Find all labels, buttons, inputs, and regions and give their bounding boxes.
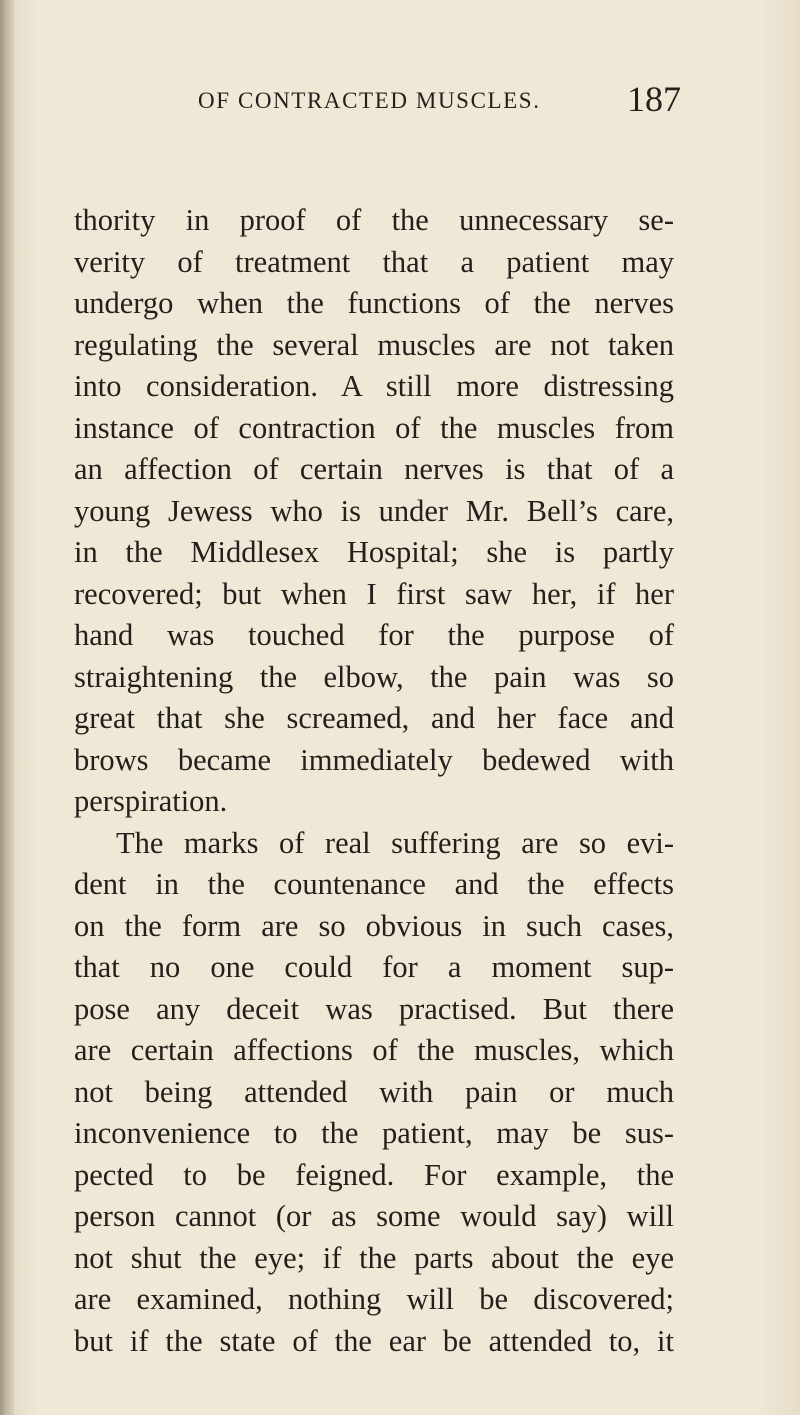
text-line: but if the state of the ear be attended to, it: [74, 1323, 674, 1358]
text-line: pose any deceit was practised. But there: [74, 991, 674, 1026]
text-line: an affection of certain nerves is that of a: [74, 452, 674, 486]
text-line: not being attended with pain or much: [74, 1074, 674, 1109]
text-line: undergo when the functions of the nerves: [74, 286, 674, 320]
text-line: that no one could for a moment sup-: [74, 950, 674, 984]
text-line: instance of contraction of the muscles from: [74, 410, 674, 445]
text-line: inconvenience to the patient, may be sus-: [74, 1116, 674, 1150]
text-line: regulating the several muscles are not taken: [74, 327, 674, 362]
text-line: recovered; but when I first saw her, if her: [74, 576, 674, 611]
page-number: 187: [627, 79, 681, 119]
page-header: [0, 78, 800, 118]
text-line: thority in proof of the unnecessary se-: [74, 203, 674, 237]
text-line: straightening the elbow, the pain was so: [74, 659, 674, 694]
text-line: young Jewess who is under Mr. Bell’s care,: [74, 493, 674, 528]
running-head: OF CONTRACTED MUSCLES.: [198, 88, 541, 113]
text-line: brows became immediately bedewed with: [74, 742, 674, 777]
paragraph-start-line: The marks of real suffering are so evi-: [116, 825, 674, 860]
text-line: pected to be feigned. For example, the: [74, 1157, 674, 1192]
text-line: in the Middlesex Hospital; she is partly: [74, 535, 674, 569]
text-line: are certain affections of the muscles, which: [74, 1033, 674, 1067]
text-line: not shut the eye; if the parts about the eye: [74, 1240, 674, 1275]
text-line: are examined, nothing will be discovered;: [74, 1282, 674, 1316]
text-line: dent in the countenance and the effects: [74, 867, 674, 901]
text-line: hand was touched for the purpose of: [74, 618, 674, 652]
body-text: [74, 200, 674, 1362]
text-line: person cannot (or as some would say) will: [74, 1199, 674, 1233]
page-gutter-shadow: [0, 0, 14, 1415]
text-line: into consideration. A still more distressing: [74, 369, 674, 403]
paragraph-end-line: perspiration.: [74, 784, 228, 818]
text-line: on the form are so obvious in such cases,: [74, 908, 674, 943]
text-line: great that she screamed, and her face and: [74, 701, 674, 735]
text-line: verity of treatment that a patient may: [74, 244, 674, 279]
